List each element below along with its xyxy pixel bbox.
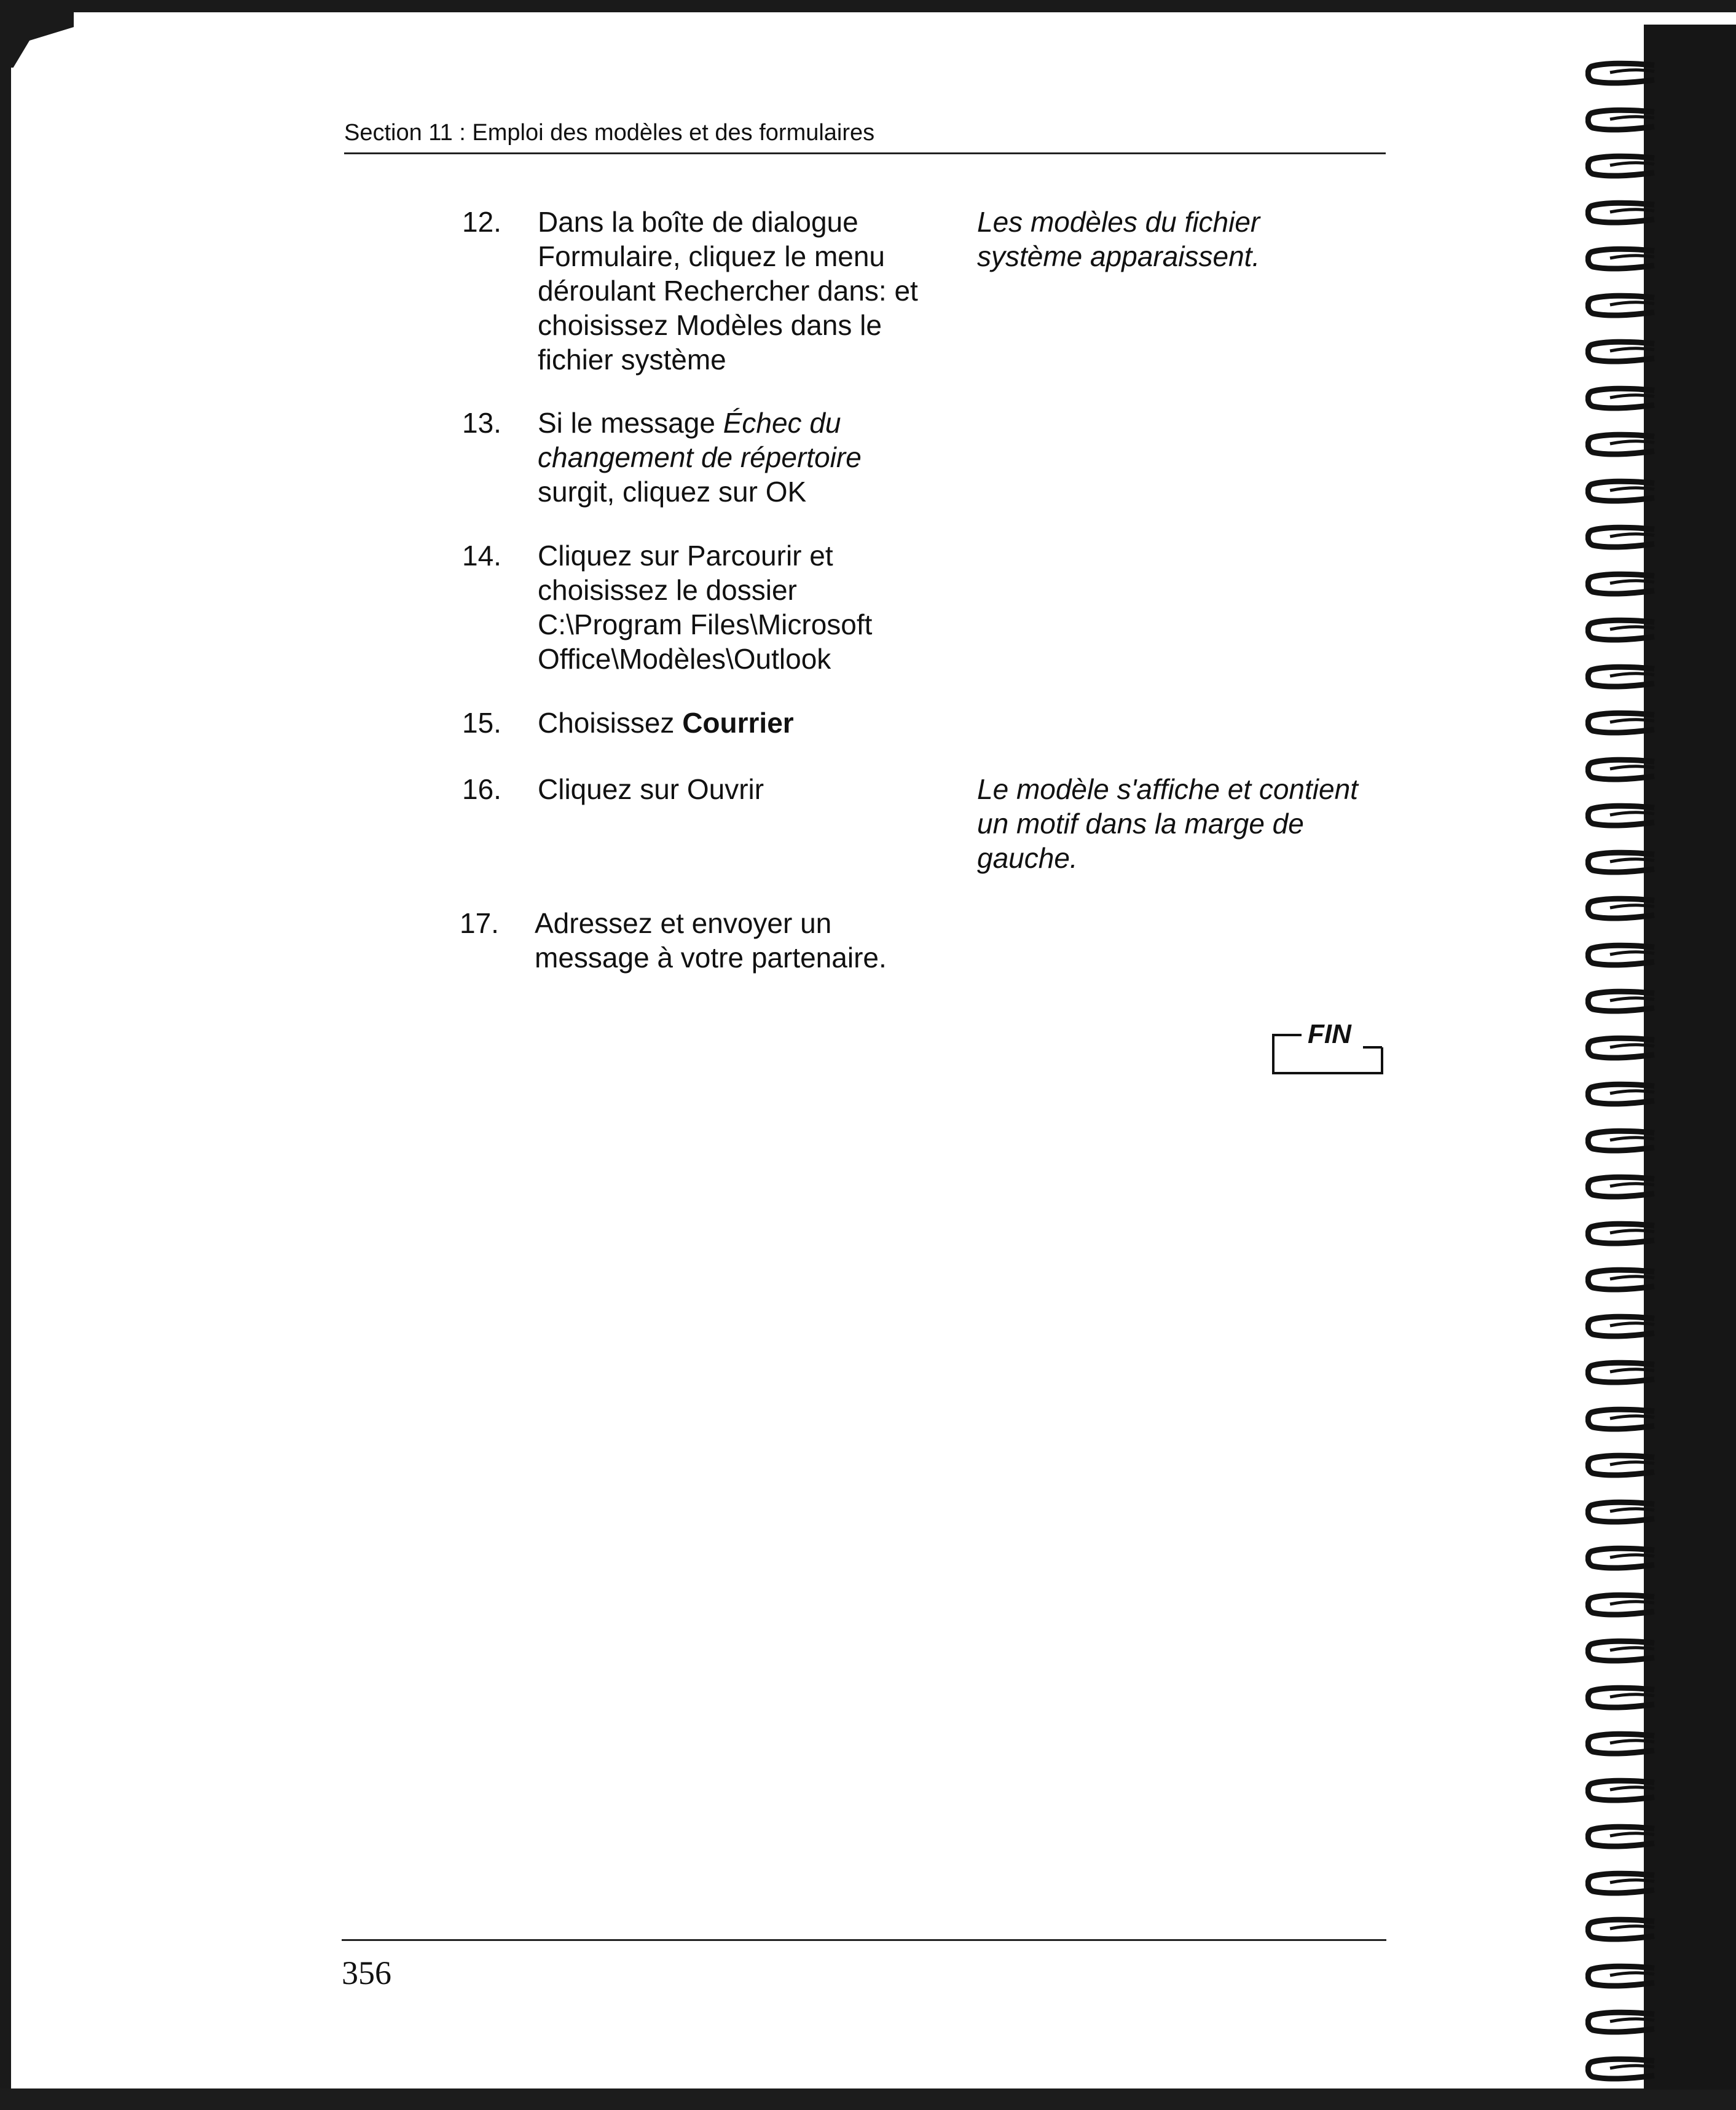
step-text-plain: Choisissez [538, 707, 683, 739]
binding-ring [1585, 1638, 1656, 1665]
binding-ring [1585, 710, 1656, 737]
section-header: Section 11 : Emploi des modèles et des formulaires [344, 116, 1386, 154]
spiral-binding [1573, 25, 1736, 2090]
binding-ring [1585, 803, 1656, 830]
step-text [538, 205, 968, 377]
binding-ring [1585, 524, 1656, 551]
binding-ring [1585, 1360, 1656, 1387]
scan-border-left [0, 0, 11, 2110]
binding-ring [1585, 385, 1656, 412]
binding-ring [1585, 1221, 1656, 1248]
note-line: Le modèle s'affiche et contient [977, 773, 1358, 805]
note-line: gauche. [977, 842, 1078, 874]
step-number: 14. [462, 540, 501, 572]
binding-ring [1585, 1545, 1656, 1572]
binding-ring [1585, 1267, 1656, 1294]
end-marker-label: FIN [1308, 1019, 1351, 1049]
step-number: 17. [460, 907, 499, 939]
binding-strip [1644, 25, 1736, 2090]
step-number: 13. [462, 407, 501, 439]
step-note [977, 772, 1395, 875]
binding-ring [1585, 1916, 1656, 1943]
scan-corner [0, 0, 74, 68]
binding-ring [1585, 1313, 1656, 1340]
step-text [538, 706, 968, 740]
binding-ring [1585, 107, 1656, 134]
binding-ring [1585, 1452, 1656, 1479]
note-line: Les modèles du fichier [977, 206, 1260, 238]
binding-ring [1585, 896, 1656, 923]
binding-ring [1585, 617, 1656, 644]
binding-ring [1585, 1777, 1656, 1805]
binding-ring [1585, 1499, 1656, 1526]
step-text [538, 538, 968, 676]
scan-border-top [0, 0, 1736, 12]
binding-ring [1585, 153, 1656, 180]
binding-ring [1585, 571, 1656, 598]
footer-rule [342, 1939, 1386, 1941]
binding-ring [1585, 2009, 1656, 2036]
scan-border-bottom [0, 2088, 1736, 2110]
step-number: 12. [462, 206, 501, 238]
step-line: message à votre partenaire. [535, 942, 887, 974]
step-line: Adressez et envoyer un [535, 907, 832, 939]
step-line: déroulant Rechercher dans: et [538, 275, 918, 307]
binding-ring [1585, 1963, 1656, 1990]
binding-ring [1585, 1870, 1656, 1897]
binding-ring [1585, 1685, 1656, 1712]
step-text [538, 406, 968, 509]
step-line: C:\Program Files\Microsoft [538, 608, 873, 640]
binding-ring [1585, 60, 1656, 87]
binding-ring [1585, 1081, 1656, 1108]
binding-ring [1585, 942, 1656, 969]
step-line: Formulaire, cliquez le menu [538, 240, 886, 272]
binding-ring [1585, 478, 1656, 505]
binding-ring [1585, 293, 1656, 320]
step-number: 16. [462, 773, 501, 805]
binding-ring [1585, 664, 1656, 691]
binding-ring [1585, 339, 1656, 366]
step-number: 15. [462, 707, 501, 739]
end-marker [1271, 1019, 1384, 1076]
binding-ring [1585, 849, 1656, 876]
note-line: système apparaissent. [977, 240, 1260, 272]
binding-ring [1585, 431, 1656, 459]
step-text-plain: Si le message [538, 407, 723, 439]
binding-ring [1585, 246, 1656, 273]
step-line: surgit, cliquez sur OK [538, 476, 807, 508]
binding-ring [1585, 1128, 1656, 1155]
step-line: choisissez le dossier [538, 574, 797, 606]
binding-ring [1585, 1406, 1656, 1433]
binding-ring [1585, 1174, 1656, 1201]
step-text-bold: Courrier [682, 707, 794, 739]
step-text [538, 772, 968, 806]
step-note [977, 205, 1395, 274]
step-text-italic: Échec du [723, 407, 841, 439]
step-line: changement de répertoire [538, 441, 862, 473]
binding-ring [1585, 1824, 1656, 1851]
page-number: 356 [342, 1955, 391, 1991]
binding-ring [1585, 200, 1656, 227]
step-line: Cliquez sur Parcourir et [538, 540, 833, 572]
step-line: Office\Modèles\Outlook [538, 643, 831, 675]
binding-ring [1585, 1035, 1656, 1062]
binding-ring [1585, 2056, 1656, 2083]
step-line: choisissez Modèles dans le [538, 309, 882, 341]
binding-ring [1585, 1592, 1656, 1619]
step-line [538, 406, 968, 440]
step-line: fichier système [538, 344, 726, 376]
step-line: Cliquez sur Ouvrir [538, 773, 764, 805]
step-text [535, 906, 965, 975]
binding-ring [1585, 757, 1656, 784]
note-line: un motif dans la marge de [977, 808, 1304, 840]
step-line: Dans la boîte de dialogue [538, 206, 858, 238]
binding-ring [1585, 1731, 1656, 1758]
binding-ring [1585, 988, 1656, 1015]
